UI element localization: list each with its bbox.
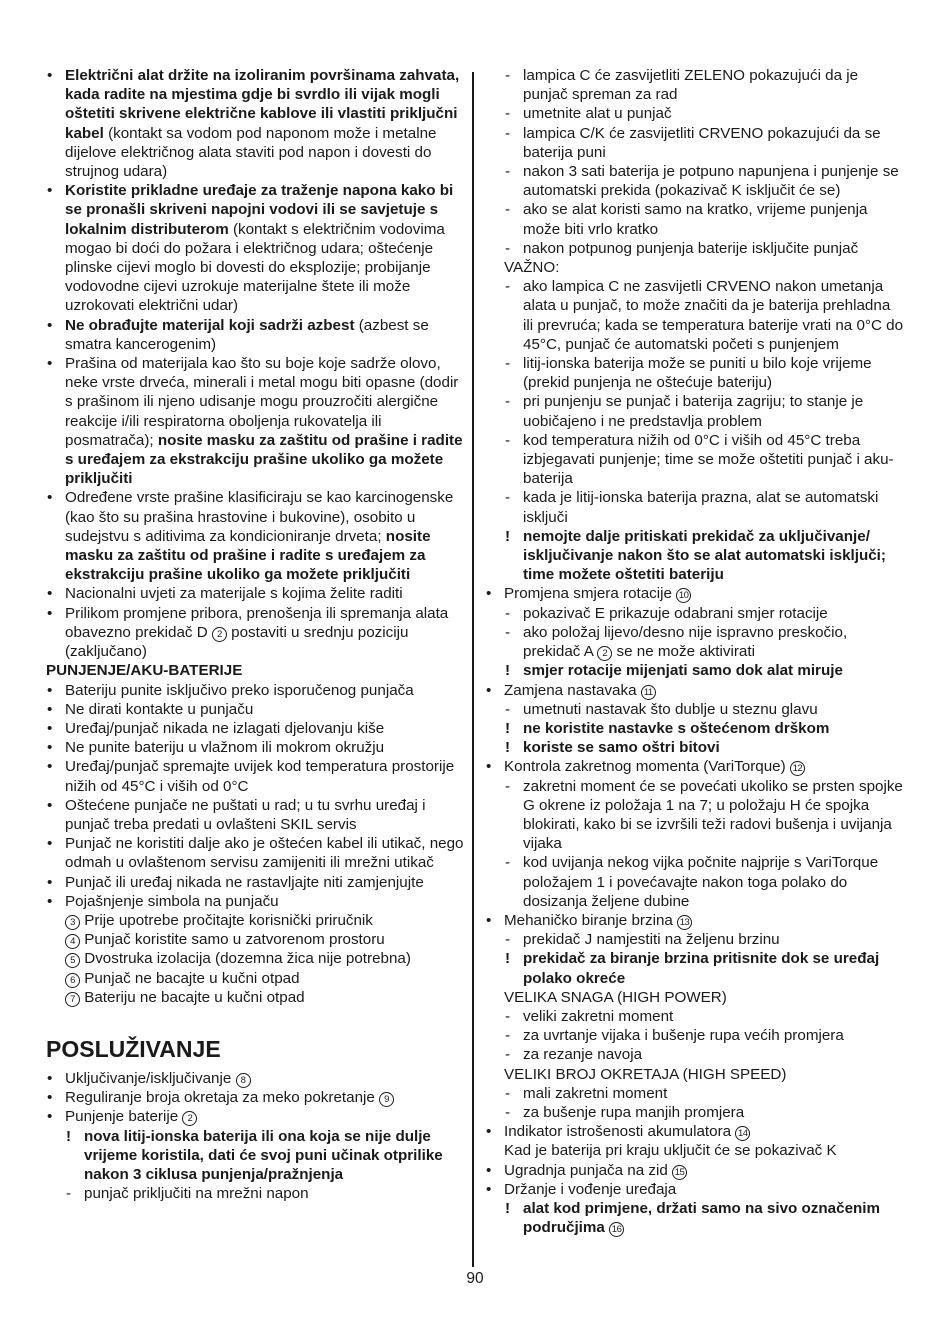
- exclamation-icon: !: [505, 1199, 511, 1217]
- body-text: pri punjenju se punjač i baterija zagriju; to stanje je uobičajeno i ne predstavlja problem: [523, 393, 864, 430]
- bullet-icon: •: [47, 1089, 53, 1107]
- warning-text: Ne obrađujte materijal koji sadrži azbest: [65, 316, 355, 334]
- body-text: Punjač koristite samo u zatvorenom prostoru: [80, 931, 385, 949]
- body-text: za uvrtanje vijaka i bušenje rupa većih promjera: [523, 1027, 844, 1045]
- warning-text: alat kod primjene, držati samo na sivo označenim područjima: [523, 1199, 881, 1237]
- figure-ref-badge: 5: [65, 953, 80, 968]
- warning-text: koriste se samo oštri bitovi: [523, 739, 720, 757]
- sub-item: [504, 277, 904, 354]
- list-item: [485, 681, 904, 700]
- bullet-icon: •: [47, 719, 53, 737]
- list-item: [46, 681, 464, 700]
- bullet-icon: •: [486, 758, 492, 776]
- figure-ref-badge: 10: [676, 588, 691, 603]
- sub-item: [504, 1026, 904, 1045]
- sub-item: [504, 104, 904, 123]
- body-text: Držanje i vođenje uređaja: [504, 1180, 677, 1198]
- body-text: Prije upotrebe pročitajte korisnički priručnik: [80, 911, 373, 929]
- dash-icon: -: [505, 431, 511, 449]
- bullet-icon: •: [486, 681, 492, 699]
- sub-item: [504, 392, 904, 430]
- list-item: [485, 584, 904, 603]
- bullet-icon: •: [486, 911, 492, 929]
- bullet-icon: •: [47, 585, 53, 603]
- dash-icon: -: [505, 201, 511, 219]
- list-item: [485, 1180, 904, 1199]
- dash-icon: -: [505, 1084, 511, 1102]
- list-item: [46, 1088, 464, 1107]
- figure-ref-badge: 15: [672, 1165, 687, 1180]
- sub-item: [65, 1184, 464, 1203]
- body-text: Mehaničko biranje brzina: [504, 911, 678, 929]
- dash-icon: -: [505, 239, 511, 257]
- figure-ref-badge: 14: [735, 1126, 750, 1141]
- body-text: Prašina od materijala kao što su boje koje sadrže olovo, neke vrste drveća, minerali i metal mogu biti opasne (dodir s prašinom ili njeno udisanje mogu prouzročiti alergične reakcije i/ili respiratorna oboljenja rukovatelja ili posmatrača);: [65, 355, 459, 449]
- body-text: prekidač J namjestiti na željenu brzinu: [523, 931, 780, 949]
- body-text: lampica C će zasvijetliti ZELENO pokazujući da je punjač spreman za rad: [523, 67, 859, 104]
- sub-item: [504, 1103, 904, 1122]
- dash-icon: -: [505, 604, 511, 622]
- dash-icon: -: [505, 67, 511, 84]
- body-text: Ne punite bateriju u vlažnom ili mokrom okružju: [65, 739, 385, 757]
- list-item: [46, 488, 464, 584]
- body-text: Oštećene punjače ne puštati u rad; u tu svrhu uređaj i punjač treba predati u ovlašteni SKIL servis: [65, 796, 426, 833]
- bullet-icon: •: [47, 892, 53, 910]
- body-text: (azbest se smatra kancerogenim): [65, 316, 429, 353]
- sub-item: [504, 604, 904, 623]
- section-heading-charging: PUNJENJE/AKU-BATERIJE: [46, 662, 243, 680]
- column-divider: [472, 72, 474, 1267]
- sub-item: [504, 1007, 904, 1026]
- body-text: punjač priključiti na mrežni napon: [84, 1185, 309, 1203]
- figure-ref-badge: 8: [236, 1073, 251, 1088]
- body-text: Reguliranje broja okretaja za meko pokretanje: [65, 1089, 380, 1107]
- list-item: [46, 604, 464, 662]
- sub-item: [504, 431, 904, 489]
- sub-item: [504, 124, 904, 162]
- list-item: [46, 738, 464, 757]
- sub-item: [504, 1045, 904, 1064]
- warning-text: nosite masku za zaštitu od prašine i radite s uređajem za ekstrakciju prašine ukoliko ga možete priključiti: [65, 527, 431, 584]
- dash-icon: -: [505, 1046, 511, 1064]
- left-column: [46, 66, 464, 1203]
- list-item: [46, 892, 464, 911]
- body-text: lampica C/K će zasvijetliti CRVENO pokazujući da se baterija puni: [523, 124, 881, 161]
- warning-item: [504, 1199, 904, 1237]
- warning-text: nova litij-ionska baterija ili ona koja se nije dulje vrijeme koristila, dati će svoj puni učinak otprilike nakon 3 ciklusa punjenja/pražnjenja: [84, 1127, 443, 1183]
- list-item: [46, 181, 464, 315]
- list-item: [485, 1161, 904, 1180]
- body-text: Uključivanje/isključivanje: [65, 1069, 236, 1087]
- warning-item: [504, 949, 904, 987]
- dash-icon: -: [505, 777, 511, 795]
- bullet-icon: •: [486, 585, 492, 603]
- bullet-icon: •: [47, 67, 53, 84]
- body-text: Punjač ili uređaj nikada ne rastavljajte niti zamjenjujte: [65, 873, 424, 891]
- list-item: [46, 796, 464, 834]
- mode-title: VELIKI BROJ OKRETAJA (HIGH SPEED): [504, 1065, 787, 1083]
- sub-item: [504, 1084, 904, 1103]
- list-item: [46, 66, 464, 181]
- dash-icon: -: [505, 355, 511, 373]
- body-text: ako se alat koristi samo na kratko, vrijeme punjenja može biti vrlo kratko: [523, 201, 868, 238]
- dash-icon: -: [505, 105, 511, 123]
- dash-icon: -: [505, 124, 511, 142]
- sub-item: [504, 853, 904, 911]
- dash-icon: -: [505, 489, 511, 507]
- figure-ref-badge: 2: [212, 627, 227, 642]
- dash-icon: -: [505, 1103, 511, 1121]
- body-text: pokazivač E prikazuje odabrani smjer rotacije: [523, 604, 828, 622]
- body-text: Zamjena nastavaka: [504, 681, 641, 699]
- dash-icon: -: [66, 1185, 72, 1203]
- warning-text: Koristite prikladne uređaje za traženje napona kako bi se pronašli skriveni napojni vodovi ili se savjetuje s lokalnim distributerom: [65, 182, 454, 238]
- body-text: nakon 3 sati baterija je potpuno napunjena i punjenje se automatski prekida (pokazivač K isključit će se): [523, 163, 899, 200]
- body-text: umetnite alat u punjač: [523, 105, 672, 123]
- body-text: veliki zakretni moment: [523, 1007, 674, 1025]
- bullet-icon: •: [47, 489, 53, 507]
- body-text: Promjena smjera rotacije: [504, 585, 677, 603]
- body-text: se ne može aktivirati: [612, 643, 755, 661]
- exclamation-icon: !: [505, 719, 511, 737]
- dash-icon: -: [505, 854, 511, 872]
- bullet-icon: •: [47, 681, 53, 699]
- body-text: kod temperatura nižih od 0°C i viših od 45°C treba izbjegavati punjenje; time se može oštetiti punjač i aku-baterija: [523, 431, 894, 488]
- list-item: [46, 354, 464, 488]
- bullet-icon: •: [486, 1161, 492, 1179]
- section-title: POSLUŽIVANJE: [46, 1035, 221, 1062]
- bullet-icon: •: [47, 316, 53, 334]
- bullet-icon: •: [47, 739, 53, 757]
- sub-item: [504, 777, 904, 854]
- warning-text: Električni alat držite na izoliranim površinama zahvata, kada radite na mjestima gdje bi svrdlo ili vijak mogli oštetiti skrivene električne kablove ili vlastiti priključni kabel: [65, 67, 460, 142]
- body-text: Bateriju punite isključivo preko isporučenog punjača: [65, 681, 414, 699]
- page-number: 90: [466, 1270, 484, 1287]
- sub-item: [504, 700, 904, 719]
- bullet-icon: •: [47, 835, 53, 853]
- sub-item: [504, 488, 904, 526]
- sub-item: [504, 66, 904, 104]
- list-item: [485, 1122, 904, 1141]
- sub-item: [504, 354, 904, 392]
- dash-icon: -: [505, 1007, 511, 1025]
- warning-text: prekidač za biranje brzina pritisnite dok se uređaj polako okreće: [523, 950, 880, 987]
- warning-text: smjer rotacije mijenjati samo dok alat miruje: [523, 662, 843, 680]
- body-text: ako položaj lijevo/desno nije ispravno preskočio, prekidač A: [523, 623, 848, 661]
- body-text: kada je litij-ionska baterija prazna, alat se automatski isključi: [523, 489, 879, 526]
- list-item: [46, 1069, 464, 1088]
- warning-item: [504, 719, 904, 738]
- exclamation-icon: !: [505, 527, 511, 545]
- figure-ref-badge: 4: [65, 934, 80, 949]
- dash-icon: -: [505, 931, 511, 949]
- list-item: [485, 911, 904, 930]
- body-text: Punjač ne bacajte u kučni otpad: [80, 969, 300, 987]
- body-text: Dvostruka izolacija (dozemna žica nije potrebna): [80, 950, 411, 968]
- body-text: (kontakt s električnim vodovima mogao bi doći do požara i električnog udara; oštećenje plinske cijevi moglo bi dovesti do eksplozije; probijanje vodovodne cijevi uzrokuje materijalne štete ili može uzrokovati električni udar): [65, 220, 445, 315]
- body-text: Ugradnja punjača na zid: [504, 1161, 673, 1179]
- sub-item: [504, 239, 904, 258]
- bullet-icon: •: [47, 182, 53, 200]
- bullet-icon: •: [47, 796, 53, 814]
- body-text: Određene vrste prašine klasificiraju se kao karcinogenske (kao što su prašina hrastovine i bukovine), osobito u sudejstvu s aditivima za kondicioniranje drveta;: [65, 489, 454, 545]
- body-text: Ne dirati kontakte u punjaču: [65, 700, 254, 718]
- right-column: [486, 66, 904, 1237]
- list-item: [46, 834, 464, 872]
- body-text: Uređaj/punjač spremajte uvijek kod temperatura prostorije nižih od 45°C i viših od 0°C: [65, 758, 455, 795]
- figure-ref-badge: 16: [609, 1222, 624, 1237]
- body-text: Bateriju ne bacajte u kučni otpad: [80, 988, 305, 1006]
- dash-icon: -: [505, 1027, 511, 1045]
- body-text: postaviti u srednju poziciju (zaključano): [65, 623, 409, 661]
- body-text: litij-ionska baterija može se puniti u bilo koje vrijeme (prekid punjenja ne oštećuje bateriju): [523, 355, 872, 392]
- body-text: zakretni moment će se povećati ukoliko se prsten spojke G okrene iz položaja 1 na 7; u položaju H će spojka blokirati, kako bi se izvršili teži radovi bušenja i uvijanja vijaka: [523, 777, 903, 853]
- warning-text: nemojte dalje pritiskati prekidač za uključivanje/ isključivanje nakon što se alat automatski isključi; time možete oštetiti bateriju: [523, 527, 886, 584]
- list-item: [485, 757, 904, 776]
- figure-ref-badge: 6: [65, 973, 80, 988]
- body-text: ako lampica C ne zasvijetli CRVENO nakon umetanja alata u punjač, to može značiti da je baterija prehladna ili prevruća; kada se temperatura baterije vrati na 0°C do 45°C, punjač će automatski početi s punjenjem: [523, 278, 904, 353]
- body-text: mali zakretni moment: [523, 1084, 668, 1102]
- body-text: za bušenje rupa manjih promjera: [523, 1103, 745, 1121]
- body-text: umetnuti nastavak što dublje u steznu glavu: [523, 700, 818, 718]
- warning-item: [504, 738, 904, 757]
- bullet-icon: •: [486, 1123, 492, 1141]
- dash-icon: -: [505, 393, 511, 411]
- list-item: [46, 700, 464, 719]
- warning-text: nosite masku za zaštitu od prašine i radite s uređajem za ekstrakciju prašine ukoliko ga možete priključiti: [65, 431, 463, 488]
- body-text: Punjač ne koristiti dalje ako je oštećen kabel ili utikač, nego odmah u ovlaštenom servisu zamijeniti ili mrežni utikač: [65, 835, 464, 872]
- body-text: Pojašnjenje simbola na punjaču: [65, 892, 279, 910]
- figure-ref-badge: 3: [65, 915, 80, 930]
- mode-title: VELIKA SNAGA (HIGH POWER): [504, 988, 727, 1006]
- exclamation-icon: !: [505, 662, 511, 680]
- symbol-line: [65, 930, 464, 949]
- sub-item: [504, 623, 904, 661]
- body-text: kod uvijanja nekog vijka počnite najprije s VariTorque položajem 1 i povećavajte nakon toga polako do dosizanja željene dubine: [523, 854, 879, 910]
- body-text: Kontrola zakretnog momenta (VariTorque): [504, 758, 790, 776]
- bullet-icon: •: [47, 700, 53, 718]
- warning-item: [504, 527, 904, 585]
- exclamation-icon: !: [505, 950, 511, 968]
- body-text: Nacionalni uvjeti za materijale s kojima želite raditi: [65, 585, 403, 603]
- body-text: Kad je baterija pri kraju uključit će se pokazivač K: [504, 1142, 837, 1160]
- warning-item: [65, 1127, 464, 1185]
- list-item: [46, 873, 464, 892]
- important-label: VAŽNO:: [504, 259, 560, 277]
- figure-ref-badge: 2: [182, 1111, 197, 1126]
- dash-icon: -: [505, 623, 511, 641]
- body-text: Uređaj/punjač nikada ne izlagati djelovanju kiše: [65, 719, 385, 737]
- sub-item: [504, 930, 904, 949]
- body-text: Punjenje baterije: [65, 1108, 183, 1126]
- list-item: [46, 1107, 464, 1126]
- figure-ref-badge: 11: [641, 685, 656, 700]
- body-text: za rezanje navoja: [523, 1046, 643, 1064]
- body-text: Prilikom promjene pribora, prenošenja ili spremanja alata obavezno prekidač D: [65, 604, 449, 641]
- figure-ref-badge: 7: [65, 992, 80, 1007]
- list-item: [46, 757, 464, 795]
- dash-icon: -: [505, 278, 511, 296]
- dash-icon: -: [505, 163, 511, 181]
- symbol-line: [65, 911, 464, 930]
- body-text: nakon potpunog punjenja baterije isključite punjač: [523, 239, 859, 257]
- figure-ref-badge: 9: [379, 1092, 394, 1107]
- bullet-icon: •: [47, 758, 53, 776]
- dash-icon: -: [505, 700, 511, 718]
- symbol-line: [65, 969, 464, 988]
- exclamation-icon: !: [66, 1127, 72, 1145]
- list-item: [46, 719, 464, 738]
- list-item: [46, 584, 464, 603]
- exclamation-icon: !: [505, 739, 511, 757]
- symbol-line: [65, 949, 464, 968]
- figure-ref-badge: 13: [677, 915, 692, 930]
- symbol-line: [65, 988, 464, 1007]
- bullet-icon: •: [47, 355, 53, 373]
- sub-item: [504, 162, 904, 200]
- warning-text: ne koristite nastavke s oštećenom drškom: [523, 719, 830, 737]
- list-item: [46, 316, 464, 354]
- warning-item: [504, 661, 904, 680]
- body-text: (kontakt sa vodom pod naponom može i metalne dijelove električnog alata staviti pod napon i dovesti do strujnog udara): [65, 124, 437, 181]
- body-text: Indikator istrošenosti akumulatora: [504, 1123, 736, 1141]
- bullet-icon: •: [486, 1180, 492, 1198]
- bullet-icon: •: [47, 873, 53, 891]
- figure-ref-badge: 12: [790, 761, 805, 776]
- figure-ref-badge: 2: [597, 646, 612, 661]
- bullet-icon: •: [47, 604, 53, 622]
- bullet-icon: •: [47, 1108, 53, 1126]
- sub-item: [504, 200, 904, 238]
- bullet-icon: •: [47, 1069, 53, 1087]
